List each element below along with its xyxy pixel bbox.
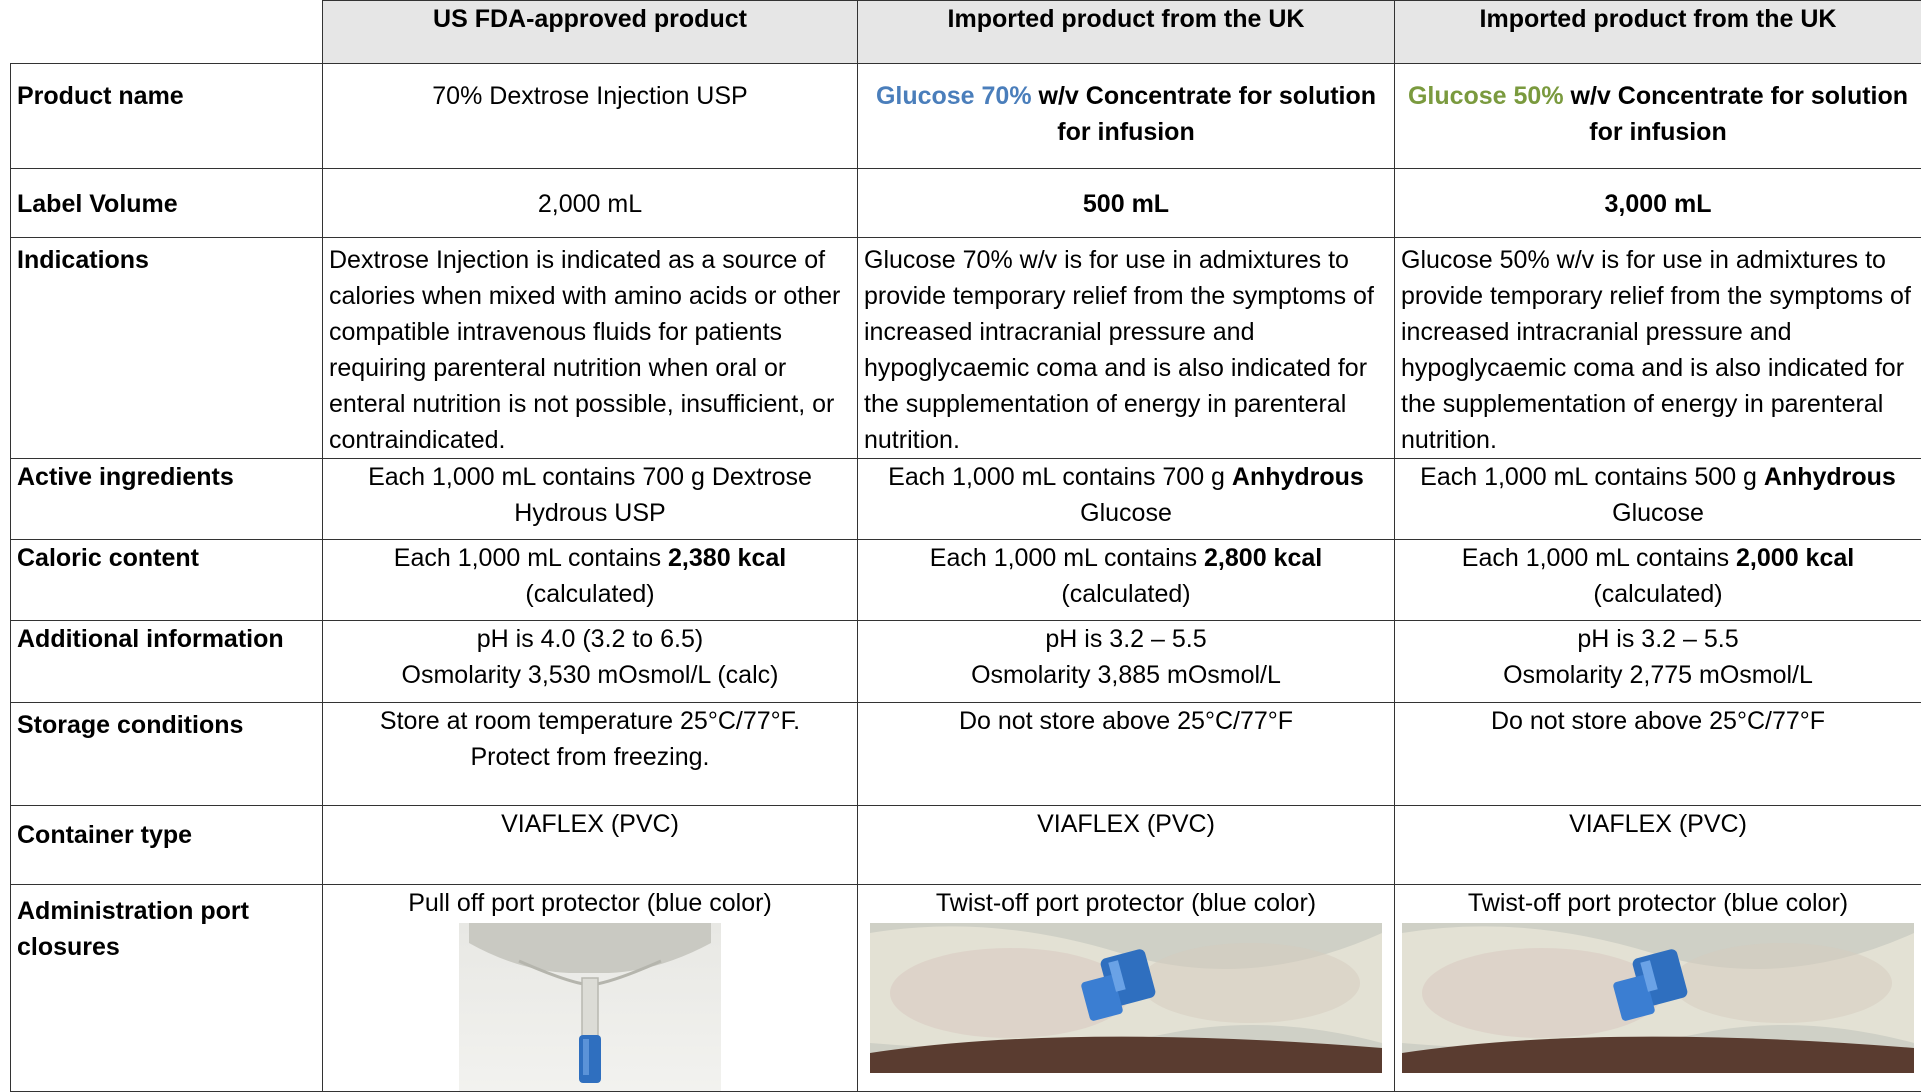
row-label-volume <box>11 169 1921 238</box>
caloric-uk50-bold: 2,000 kcal <box>1736 544 1854 572</box>
active-ingredients-us <box>323 459 858 540</box>
indications-us: Dextrose Injection is indicated as a source of calories when mixed with amino acids or other compatible intravenous fluids for patients requiring parenteral nutrition when oral or enteral nutrition is not possible, insufficient, or contraindicated. <box>323 238 858 459</box>
row-active-ingredients <box>11 459 1921 540</box>
additional-us-line2: Osmolarity 3,530 mOsmol/L (calc) <box>402 661 779 689</box>
row-indications <box>11 238 1921 459</box>
caloric-uk50-pre: Each 1,000 mL contains <box>1462 544 1736 572</box>
volume-uk-50: 3,000 mL <box>1395 169 1921 238</box>
port-uk50-text: Twist-off port protector (blue color) <box>1401 885 1915 921</box>
product-name-uk-50-rest: w/v Concentrate for solution for infusion <box>1564 82 1908 146</box>
volume-us: 2,000 mL <box>323 169 858 238</box>
caloric-uk-70 <box>858 540 1395 621</box>
twist-off-port-photo <box>870 923 1382 1073</box>
caloric-uk70-pre: Each 1,000 mL contains <box>930 544 1204 572</box>
caloric-uk-50 <box>1395 540 1921 621</box>
row-administration-port <box>11 885 1921 1092</box>
storage-uk-50: Do not store above 25°C/77°F <box>1395 703 1921 806</box>
volume-uk-70: 500 mL <box>858 169 1395 238</box>
label-additional-information: Additional information <box>11 621 323 703</box>
pull-off-port-photo <box>459 923 721 1091</box>
storage-uk-70: Do not store above 25°C/77°F <box>858 703 1395 806</box>
header-row <box>11 1 1921 64</box>
header-uk-70: Imported product from the UK <box>858 1 1395 64</box>
caloric-us-post: (calculated) <box>525 580 654 608</box>
additional-uk-70 <box>858 621 1395 703</box>
label-storage-conditions: Storage conditions <box>11 703 323 806</box>
indications-uk-70: Glucose 70% w/v is for use in admixtures to provide temporary relief from the symptoms of increased intracranial pressure and hypoglycaemic coma and is also indicated for the supplementation of energy in parenteral nutrition. <box>858 238 1395 459</box>
storage-us <box>323 703 858 806</box>
container-uk-70: VIAFLEX (PVC) <box>858 806 1395 885</box>
active-uk50-bold: Anhydrous <box>1764 463 1896 491</box>
glucose-70-highlight: Glucose 70% <box>876 82 1032 110</box>
label-caloric-content: Caloric content <box>11 540 323 621</box>
label-label-volume: Label Volume <box>11 169 323 238</box>
port-uk70-text: Twist-off port protector (blue color) <box>864 885 1388 921</box>
caloric-us-pre: Each 1,000 mL contains <box>394 544 668 572</box>
caloric-uk70-post: (calculated) <box>1061 580 1190 608</box>
port-uk-50 <box>1395 885 1921 1092</box>
active-uk70-pre: Each 1,000 mL contains 700 g <box>888 463 1232 491</box>
caloric-us <box>323 540 858 621</box>
active-uk50-post: Glucose <box>1612 499 1704 527</box>
label-administration-port: Administration port closures <box>11 885 323 1092</box>
additional-uk50-line1: pH is 3.2 – 5.5 <box>1577 625 1738 653</box>
additional-uk-50 <box>1395 621 1921 703</box>
container-uk-50: VIAFLEX (PVC) <box>1395 806 1921 885</box>
label-indications: Indications <box>11 238 323 459</box>
indications-uk-50: Glucose 50% w/v is for use in admixtures to provide temporary relief from the symptoms of increased intracranial pressure and hypoglycaemic coma and is also indicated for the supplementation of energy in parenteral nutrition. <box>1395 238 1921 459</box>
storage-us-line1: Store at room temperature 25°C/77°F. <box>380 707 800 735</box>
comparison-table <box>10 0 1921 1092</box>
port-us-text: Pull off port protector (blue color) <box>329 885 851 921</box>
active-ingredients-uk-70 <box>858 459 1395 540</box>
product-name-uk-50 <box>1395 64 1921 169</box>
active-uk70-post: Glucose <box>1080 499 1172 527</box>
row-product-name <box>11 64 1921 169</box>
container-us: VIAFLEX (PVC) <box>323 806 858 885</box>
caloric-uk70-bold: 2,800 kcal <box>1204 544 1322 572</box>
active-uk50-pre: Each 1,000 mL contains 500 g <box>1420 463 1764 491</box>
product-name-us: 70% Dextrose Injection USP <box>323 64 858 169</box>
label-active-ingredients: Active ingredients <box>11 459 323 540</box>
row-additional-information <box>11 621 1921 703</box>
additional-uk70-line1: pH is 3.2 – 5.5 <box>1045 625 1206 653</box>
active-ingredients-uk-50 <box>1395 459 1921 540</box>
row-caloric-content <box>11 540 1921 621</box>
row-container-type <box>11 806 1921 885</box>
active-us-line2: Hydrous USP <box>514 499 665 527</box>
additional-us <box>323 621 858 703</box>
additional-uk50-line2: Osmolarity 2,775 mOsmol/L <box>1503 661 1813 689</box>
additional-uk70-line2: Osmolarity 3,885 mOsmol/L <box>971 661 1281 689</box>
header-us-fda: US FDA-approved product <box>323 1 858 64</box>
storage-us-line2: Protect from freezing. <box>471 743 710 771</box>
corner-cell <box>11 1 323 64</box>
product-name-uk-70-rest: w/v Concentrate for solution for infusion <box>1032 82 1376 146</box>
label-container-type: Container type <box>11 806 323 885</box>
header-uk-50: Imported product from the UK <box>1395 1 1921 64</box>
product-name-uk-70 <box>858 64 1395 169</box>
port-uk-70 <box>858 885 1395 1092</box>
glucose-50-highlight: Glucose 50% <box>1408 82 1564 110</box>
port-us <box>323 885 858 1092</box>
row-storage-conditions <box>11 703 1921 806</box>
twist-off-port-photo <box>1402 923 1914 1073</box>
active-us-line1: Each 1,000 mL contains 700 g Dextrose <box>368 463 812 491</box>
caloric-uk50-post: (calculated) <box>1593 580 1722 608</box>
caloric-us-bold: 2,380 kcal <box>668 544 786 572</box>
additional-us-line1: pH is 4.0 (3.2 to 6.5) <box>477 625 704 653</box>
active-uk70-bold: Anhydrous <box>1232 463 1364 491</box>
label-product-name: Product name <box>11 64 323 169</box>
